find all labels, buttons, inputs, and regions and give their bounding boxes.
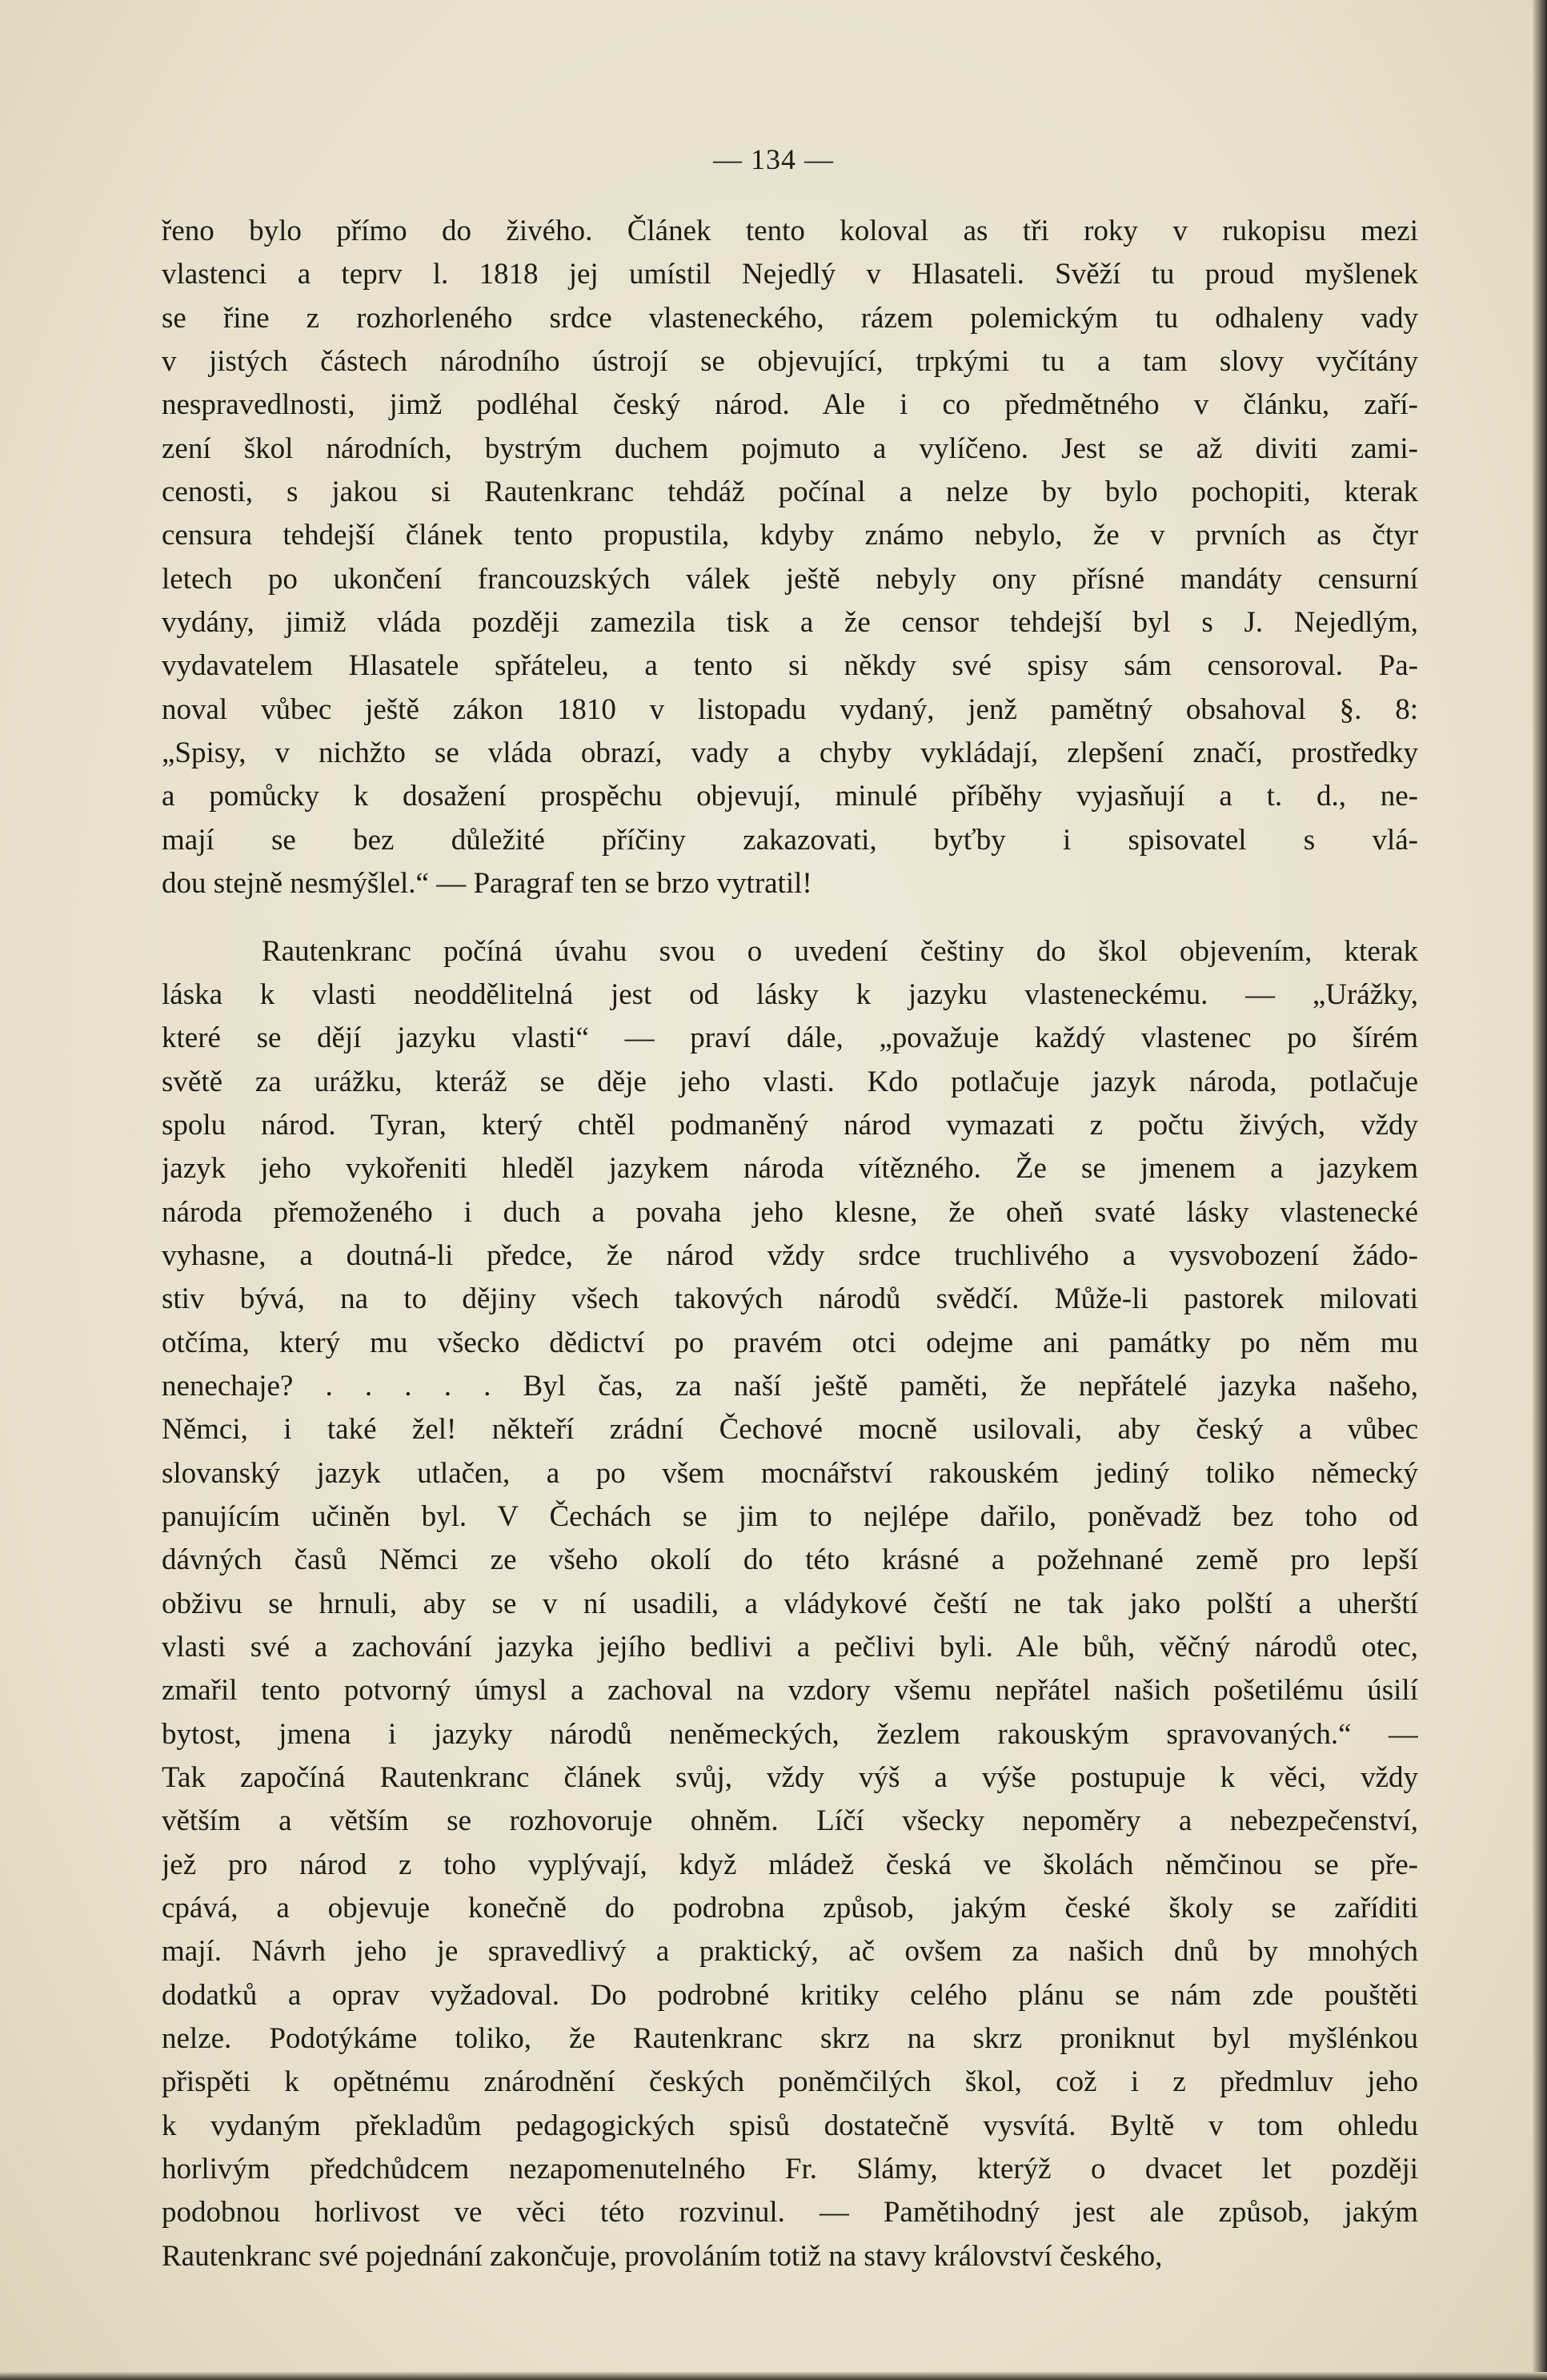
text-line: které se dějí jazyku vlasti“ — praví dále, „považuje každý vlastenec po šírém [162, 1021, 1418, 1055]
text-line: otčíma, který mu všecko dědictví po pravém otci odejme ani památky po něm mu [162, 1326, 1418, 1359]
text-line: k vydaným překladům pedagogických spisů dostatečně vysvítá. Byltě v tom ohledu [162, 2109, 1418, 2142]
text-line: Rautenkranc počíná úvahu svou o uvedení češtiny do škol objevením, kterak [262, 934, 1418, 968]
text-line: „Spisy, v nichžto se vláda obrazí, vady a chyby vykládají, zlepšení značí, prostředky [162, 736, 1418, 770]
text-line: vydány, jimiž vláda později zamezila tisk a že censor tehdejší byl s J. Nejedlým, [162, 606, 1418, 640]
text-line: cenosti, s jakou si Rautenkranc tehdáž počínal a nelze by bylo pochopiti, kterak [162, 476, 1418, 509]
body-text [162, 210, 1418, 2278]
text-line: jazyk jeho vykořeniti hleděl jazykem národa vítězného. Že se jmenem a jazykem [162, 1152, 1418, 1186]
text-line: a pomůcky k dosažení prospěchu objevují, minulé příběhy vyjasňují a t. d., ne- [162, 780, 1418, 813]
text-line: Němci, i také žel! někteří zrádní Čechové mocně usilovali, aby český a vůbec [162, 1413, 1418, 1447]
text-line: Rautenkranc své pojednání zakončuje, provoláním totiž na stavy království českého, [162, 2239, 1163, 2273]
page-edge-shadow [1533, 0, 1547, 2380]
text-line: slovanský jazyk utlačen, a po všem mocnářství rakouském jediný toliko německý [162, 1456, 1418, 1490]
text-line: v jistých částech národního ústrojí se objevující, trpkými tu a tam slovy vyčítány [162, 345, 1418, 379]
text-line: horlivým předchůdcem nezapomenutelného Fr. Slámy, kterýž o dvacet let později [162, 2153, 1418, 2186]
text-line: mají. Návrh jeho je spravedlivý a praktický, ač ovšem za našich dnů by mnohých [162, 1935, 1418, 1969]
paragraph [162, 210, 1418, 906]
text-line: řeno bylo přímo do živého. Článek tento koloval as tři roky v rukopisu mezi [162, 215, 1418, 247]
text-line: noval vůbec ještě zákon 1810 v listopadu vydaný, jenž pamětný obsahoval §. 8: [162, 692, 1418, 726]
text-line: nelze. Podotýkáme toliko, že Rautenkranc skrz na skrz proniknut byl myšlénkou [162, 2022, 1418, 2056]
text-line: panujícím učiněn byl. V Čechách se jim to nejlépe dařilo, poněvadž bez toho od [162, 1499, 1418, 1533]
text-line: láska k vlasti neoddělitelná jest od lásky k jazyku vlasteneckému. — „Urážky, [162, 977, 1418, 1011]
text-line: podobnou horlivost ve věci této rozvinul. — Pamětihodný jest ale způsob, jakým [162, 2196, 1418, 2229]
text-line: přispěti k opětnému znárodnění českých poněmčilých škol, což i z předmluv jeho [162, 2065, 1418, 2099]
text-line: vydavatelem Hlasatele spřáteleu, a tento si někdy své spisy sám censoroval. Pa- [162, 649, 1418, 683]
page-edge-shadow [0, 2372, 1547, 2380]
text-line: zení škol národních, bystrým duchem pojmuto a vylíčeno. Jest se až diviti zami- [162, 431, 1418, 465]
text-line: zmařil tento potvorný úmysl a zachoval na vzdory všemu nepřátel našich pošetilému úsilí [162, 1674, 1418, 1708]
text-line: mají se bez důležité příčiny zakazovati, byťby i spisovatel s vlá- [162, 823, 1418, 857]
text-line: nespravedlnosti, jimž podléhal český národ. Ale i co předmětného v článku, zaří- [162, 388, 1418, 422]
text-line: bytost, jmena i jazyky národů neněmeckých, žezlem rakouským spravovaných.“ — [162, 1717, 1418, 1751]
text-line: se řine z rozhorleného srdce vlasteneckého, rázem polemickým tu odhaleny vady [162, 301, 1418, 335]
text-line: jež pro národ z toho vyplývají, když mládež česká ve školách němčinou se pře- [162, 1848, 1418, 1881]
paragraph-gap [162, 906, 1418, 930]
text-line: censura tehdejší článek tento propustila, kdyby známo nebylo, že v prvních as čtyr [162, 519, 1418, 552]
text-line: letech po ukončení francouzských válek ještě nebyly ony přísné mandáty censurní [162, 562, 1418, 596]
paragraph [162, 930, 1418, 2279]
text-line: větším a větším se rozhovoruje ohněm. Líčí všecky nepoměry a nebezpečenství, [162, 1804, 1418, 1838]
page-number: — 134 — [713, 143, 834, 175]
text-line: Tak započíná Rautenkranc článek svůj, vždy výš a výše postupuje k věci, vždy [162, 1761, 1418, 1795]
text-line: světě za urážku, kteráž se děje jeho vlasti. Kdo potlačuje jazyk národa, potlačuje [162, 1065, 1418, 1098]
text-line: dou stejně nesmýšlel.“ — Paragraf ten se brzo vytratil! [162, 867, 812, 901]
text-line: cpává, a objevuje konečně do podrobna způsob, jakým české školy se zaříditi [162, 1892, 1418, 1925]
text-line: dodatků a oprav vyžadoval. Do podrobné kritiky celého plánu se nám zde pouštěti [162, 1978, 1418, 2012]
text-line: národa přemoženého i duch a povaha jeho klesne, že oheň svaté lásky vlastenecké [162, 1195, 1418, 1229]
text-line: spolu národ. Tyran, který chtěl podmaněný národ vymazati z počtu živých, vždy [162, 1108, 1418, 1142]
text-line: stiv bývá, na to dějiny všech takových národů svědčí. Může-li pastorek milovati [162, 1282, 1418, 1316]
text-line: obživu se hrnuli, aby se v ní usadili, a vládykové čeští ne tak jako polští a uherští [162, 1587, 1418, 1620]
text-line: nenechaje? . . . . . Byl čas, za naší ještě paměti, že nepřátelé jazyka našeho, [162, 1369, 1418, 1403]
text-line: vyhasne, a doutná-li předce, že národ vždy srdce truchlivého a vysvobození žádo- [162, 1238, 1418, 1272]
text-line: dávných časů Němci ze všeho okolí do této krásné a požehnané země pro lepší [162, 1543, 1418, 1577]
text-line: vlasti své a zachování jazyka jejího bedlivi a pečlivi byli. Ale bůh, věčný národů otec, [162, 1631, 1418, 1664]
text-line: vlastenci a teprv l. 1818 jej umístil Nejedlý v Hlasateli. Svěží tu proud myšlenek [162, 258, 1418, 291]
